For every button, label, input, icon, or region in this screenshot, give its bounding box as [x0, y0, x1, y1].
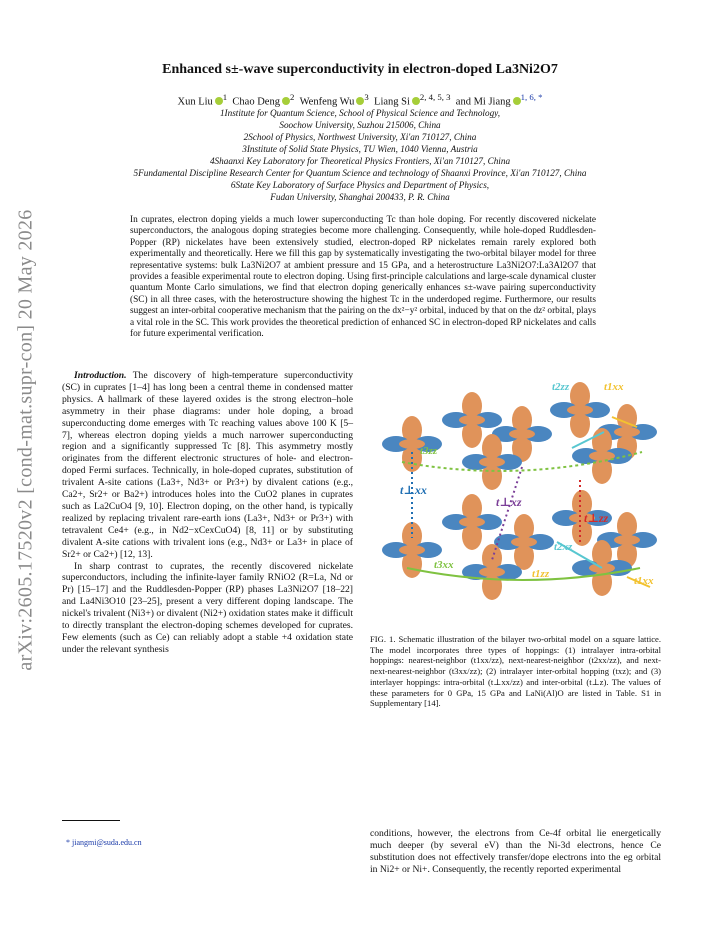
bilayer-lattice-diagram: [372, 372, 662, 622]
affiliation-6: 6State Key Laboratory of Surface Physics and Department of Physics,: [230, 180, 490, 190]
ni-site-orbital: [494, 514, 554, 570]
affiliation-1: 1Institute for Quantum Science, School of Physical Science and Technology,: [219, 108, 501, 118]
intro-heading: Introduction.: [74, 370, 127, 381]
author-2: Chao Deng: [232, 96, 280, 108]
figure-1: [372, 372, 662, 622]
hopping-label: t⊥zz: [584, 511, 609, 525]
intro-paragraph-1: The discovery of high-temperature superconductivity (SC) in cuprates [1–4] has long been a central theme in condensed matter physics. A hallmark of these layered oxides is the strong electron–hole asymmetry in their phase diagrams: under hole doping, a broad superconducting dome emerges with Tc reaching values above 100 K [5–7], whereas electron doping yields a much narrower superconducting region and a significantly suppressed Tc [8]. This asymmetry mostly originates from the different electronic structures of hole- and electron-doped Fermi surfaces. Technically, in hole-doped cuprates, substitution of trivalent A-site cations (La3+, Nd3+ or Pr3+) by divalent cations (e.g., Ca2+, Sr2+ or Ba2+) introduces holes into the CuO2 planes in cuprates such as La2CuO4 [9, 10]. Electron doping, on the other hand, is typically realized by replacing trivalent rare-earth ions (La3+, Nd3+ or Pr3+) with tetravalent Ce4+ (e.g., in Nd2−xCexCuO4) [8, 11] or by substituting divalent A-site cations with trivalent ions (e.g., Nd3+ or La3+ in place of Sr2+ or Ca2+) [12, 13].: [62, 370, 353, 560]
affiliation-5: 5Fundamental Discipline Research Center for Quantum Science and technology of Shaanxi Province, Xi'an 710127, China: [133, 168, 587, 178]
abstract: In cuprates, electron doping yields a much lower superconducting Tc than hole doping. For recently discovered nickelate superconductors, the analogous doping strategies become more challenging. Consequently, while hole-doped Ruddlesden-Popper (RP) nickelates have been extensively studied, electron-doped RP nickelates remain rarely explored both experimentally and theoretically. Here we fill this gap by systematically investigating the two-orbital bilayer model for three representative systems: bulk La3Ni2O7 at ambient pressure and 15 GPa, and a heterostructure La3Ni2O7:La3Al2O7 that provides a feasible experimental route to electron doping. Using first-principle calculations and large-scale dynamical cluster quantum Monte Carlo simulations, we find that electron doping generically enhances s±-wave pairing superconductivity (SC) in all three cases, with the heterostructure showing the highest Tc in the underdoped regime. Furthermore, our results suggest an inter-orbital cooperative mechanism that the pairing on the dx²−y² orbital, induced by that on the dz² orbital, plays a vital role in the SC. This work provides the theoretical prediction of enhanced SC in electron-doped RP nickelates and calls for future experimental verification.: [130, 215, 596, 340]
introduction-column: [62, 370, 353, 656]
hopping-label: t1xx: [634, 575, 654, 587]
ni-site-orbital: [442, 494, 502, 550]
affiliation-4: 4Shaanxi Key Laboratory for Theoretical Physics Frontiers, Xi'an 710127, China: [209, 156, 511, 166]
affiliation-3: 3Institute of Solid State Physics, TU Wien, 1040 Vienna, Austria: [242, 144, 478, 154]
paper-title: Enhanced s±-wave superconductivity in electron-doped La3Ni2O7: [162, 62, 558, 77]
intro-paragraph-2: In sharp contrast to cuprates, the recently discovered nickelate superconductors, including the infinite-layer family RNiO2 (R=La, Nd or Pr) [15–17] and the Ruddlesden-Popper (RP) phases La3Ni2O7 [18–22] and La4Ni3O10 [23–25], present a very different doping landscape. The nickel's trivalent (Ni3+) or divalent (Ni2+) oxidation states make it difficult to directly transplant the electron-doping schemes developed for cuprates. Few elements (such as Ce) can reliably adopt a stable +4 oxidation state under the relevant synthesis: [62, 560, 353, 655]
footnote-rule: [62, 820, 120, 821]
hopping-label: t3xx: [434, 559, 454, 571]
ni-site-orbital: [462, 544, 522, 600]
author-4: Liang Si: [374, 96, 410, 108]
hopping-label: t1xx: [604, 381, 624, 393]
affiliation-1b: Soochow University, Suzhou 215006, China: [279, 120, 441, 130]
right-column-text: conditions, however, the electrons from Ce-4f orbital lie energetically much deeper (by several eV) than the Ni-3d electrons, hence Ce substitution does not effectively transfer/dope electrons into the eg orbital in Ni2+ or Ni+. Consequently, the recently reported experimental: [370, 828, 661, 875]
figure-caption: FIG. 1. Schematic illustration of the bilayer two-orbital model on a square lattice. The model incorporates three types of hoppings: (1) intralayer intra-orbital hoppings: nearest-neighbor (t1xx/zz), next-nearest-neighbor (t2xx/zz), and next-next-nearest-neighbor (t3xx/zz); (2) intralayer inter-orbital hopping (txz); and (3) interlayer hoppings: intra-orbital (t⊥xx/zz) and inter-orbital (t⊥z). The values of these parameters for 0 GPa, 15 GPa and LaNi(Al)O are listed in Table. S1 in Supplementary [14].: [370, 634, 661, 709]
hopping-label: t3zz: [420, 445, 438, 457]
arxiv-id: arXiv:2605.17520v2 [cond-mat.supr-con] 20 May 2026: [14, 209, 37, 671]
affiliation-2: 2School of Physics, Northwest University, Xi'an 710127, China: [243, 132, 477, 142]
arxiv-sidebar: [4, 180, 48, 700]
hopping-label: t⊥xz: [496, 495, 522, 509]
affiliation-6b: Fudan University, Shanghai 200433, P. R. China: [270, 192, 450, 202]
orcid-icon[interactable]: [282, 97, 290, 105]
orcid-icon[interactable]: [215, 97, 223, 105]
orcid-icon[interactable]: [513, 97, 521, 105]
hopping-label: t1zz: [532, 568, 550, 580]
hopping-label: t2xz: [554, 541, 573, 553]
corresponding-email[interactable]: * jiangmi@suda.edu.cn: [66, 838, 142, 847]
author-5: Mi Jiang: [473, 96, 511, 108]
author-3: Wenfeng Wu: [299, 96, 355, 108]
orcid-icon[interactable]: [412, 97, 420, 105]
author-list: Xun Liu $^1$ Chao Deng $^2$ Wenfeng Wu $^3$ Liang Si $^{2, 4, 5, 3}$ and Mi Jiang $^{1, 6, *}$: [177, 92, 543, 108]
hopping-label: t⊥xx: [400, 483, 427, 497]
author-1: Xun Liu: [177, 96, 213, 108]
hopping-label: t2zz: [552, 381, 570, 393]
